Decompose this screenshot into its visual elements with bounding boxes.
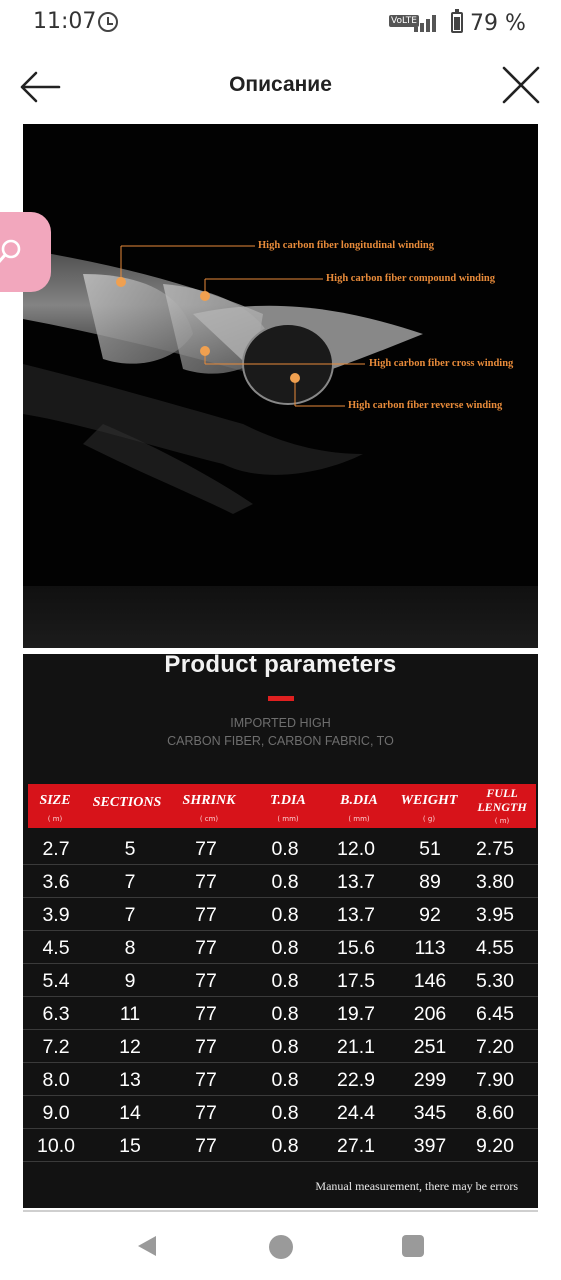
nav-back-icon[interactable] xyxy=(136,1234,158,1258)
table-cell: 4.55 xyxy=(476,937,514,959)
table-row xyxy=(23,898,538,931)
table-cell: 17.5 xyxy=(337,970,375,992)
col-header-weight: WEIGHT ( g) xyxy=(400,793,458,823)
table-cell: 0.8 xyxy=(271,1036,299,1058)
table-cell: 77 xyxy=(195,1102,217,1124)
table-cell: 27.1 xyxy=(337,1135,375,1157)
table-cell: 5 xyxy=(124,838,136,860)
table-cell: 12 xyxy=(119,1036,141,1058)
table-row xyxy=(23,832,538,865)
table-cell: 0.8 xyxy=(271,904,299,926)
table-cell: 11 xyxy=(119,1003,141,1025)
table-cell: 10.0 xyxy=(37,1135,75,1157)
fiber-label-compound: High carbon fiber compound winding xyxy=(326,273,496,284)
table-row xyxy=(23,1096,538,1129)
col-header-full-length: FULL LENGTH ( m) xyxy=(477,786,527,825)
page-title: Описание xyxy=(229,73,332,96)
table-cell: 2.7 xyxy=(42,838,70,860)
fiber-label-cross: High carbon fiber cross winding xyxy=(369,358,514,369)
table-row xyxy=(23,931,538,964)
col-header-shrink: SHRINK ( cm) xyxy=(182,793,236,823)
params-title: Product parameters xyxy=(164,651,397,678)
table-cell: 345 xyxy=(413,1102,447,1124)
table-cell: 77 xyxy=(195,904,217,926)
nav-recent-icon[interactable] xyxy=(402,1235,424,1257)
table-cell: 0.8 xyxy=(271,1003,299,1025)
table-cell: 89 xyxy=(419,871,441,893)
table-cell: 77 xyxy=(195,871,217,893)
table-cell: 0.8 xyxy=(271,871,299,893)
col-header-size: SIZE ( m) xyxy=(39,793,71,823)
table-cell: 77 xyxy=(195,970,217,992)
table-cell: 3.95 xyxy=(476,904,514,926)
table-cell: 77 xyxy=(195,1036,217,1058)
table-cell: 7 xyxy=(124,871,136,893)
table-cell: 3.80 xyxy=(476,871,514,893)
battery-percent: 79 % xyxy=(470,11,526,36)
table-cell: 146 xyxy=(413,970,447,992)
table-row xyxy=(23,1030,538,1063)
fiber-label-longitudinal: High carbon fiber longitudinal winding xyxy=(258,240,435,251)
signal-icon xyxy=(414,14,440,32)
carbon-fiber-illustration xyxy=(23,124,538,648)
table-cell: 6.45 xyxy=(476,1003,514,1025)
table-cell: 0.8 xyxy=(271,838,299,860)
table-cell: 0.8 xyxy=(271,937,299,959)
table-cell: 77 xyxy=(195,1135,217,1157)
table-cell: 13.7 xyxy=(337,904,375,926)
product-description-image xyxy=(23,124,538,1208)
table-cell: 77 xyxy=(195,838,217,860)
alarm-icon xyxy=(98,12,118,32)
table-cell: 92 xyxy=(419,904,441,926)
table-cell: 9 xyxy=(124,970,136,992)
table-cell: 15 xyxy=(119,1135,141,1157)
system-nav-bar xyxy=(0,1212,561,1280)
table-cell: 9.0 xyxy=(42,1102,70,1124)
col-header-tdia: T.DIA ( mm) xyxy=(270,793,306,823)
status-bar xyxy=(0,0,561,48)
table-cell: 24.4 xyxy=(337,1102,375,1124)
red-divider xyxy=(268,696,294,701)
image-band xyxy=(23,586,538,648)
table-cell: 0.8 xyxy=(271,970,299,992)
table-cell: 5.30 xyxy=(476,970,514,992)
table-cell: 22.9 xyxy=(337,1069,375,1091)
table-cell: 2.75 xyxy=(476,838,514,860)
table-cell: 0.8 xyxy=(271,1102,299,1124)
nav-home-icon[interactable] xyxy=(269,1235,293,1259)
table-cell: 113 xyxy=(414,937,446,959)
table-cell: 299 xyxy=(413,1069,447,1091)
table-cell: 0.8 xyxy=(271,1135,299,1157)
close-icon xyxy=(500,64,542,106)
table-cell: 19.7 xyxy=(337,1003,375,1025)
table-cell: 8 xyxy=(124,937,136,959)
table-cell: 6.3 xyxy=(42,1003,70,1025)
table-cell: 5.4 xyxy=(42,970,70,992)
table-row xyxy=(23,964,538,997)
params-subtitle-2: CARBON FIBER, CARBON FABRIC, TO xyxy=(167,734,394,748)
table-cell: 3.9 xyxy=(42,904,70,926)
table-cell: 3.6 xyxy=(42,871,70,893)
battery-icon xyxy=(451,12,463,33)
table-cell: 8.0 xyxy=(42,1069,70,1091)
table-cell: 51 xyxy=(419,838,441,860)
table-cell: 9.20 xyxy=(476,1135,514,1157)
table-cell: 7.90 xyxy=(476,1069,514,1091)
close-button[interactable] xyxy=(500,64,542,106)
table-row xyxy=(23,1129,538,1162)
table-cell: 8.60 xyxy=(476,1102,514,1124)
rod-blank-drawing xyxy=(23,124,538,648)
floating-search-button[interactable] xyxy=(0,212,51,292)
table-cell: 77 xyxy=(195,1003,217,1025)
table-cell: 251 xyxy=(413,1036,447,1058)
params-subtitle-1: IMPORTED HIGH xyxy=(230,716,331,730)
top-app-bar xyxy=(0,50,561,120)
table-cell: 13 xyxy=(119,1069,141,1091)
fiber-label-reverse: High carbon fiber reverse winding xyxy=(348,400,503,411)
volte-badge: VoLTE xyxy=(391,16,417,26)
table-cell: 13.7 xyxy=(337,871,375,893)
table-cell: 0.8 xyxy=(271,1069,299,1091)
col-header-bdia: B.DIA ( mm) xyxy=(340,793,378,823)
table-row xyxy=(23,865,538,898)
table-cell: 77 xyxy=(195,1069,217,1091)
table-note: Manual measurement, there may be errors xyxy=(315,1179,518,1193)
table-cell: 7 xyxy=(124,904,136,926)
table-cell: 77 xyxy=(195,937,217,959)
table-cell: 7.20 xyxy=(476,1036,514,1058)
table-header xyxy=(28,784,536,828)
search-icon xyxy=(0,238,22,266)
product-parameters-section xyxy=(23,651,538,1208)
table-row xyxy=(23,997,538,1030)
status-time: 11:07 xyxy=(33,9,97,34)
table-cell: 14 xyxy=(119,1102,141,1124)
table-cell: 7.2 xyxy=(42,1036,70,1058)
table-row xyxy=(23,1063,538,1096)
table-cell: 397 xyxy=(413,1135,447,1157)
table-cell: 21.1 xyxy=(337,1036,375,1058)
table-cell: 12.0 xyxy=(337,838,375,860)
table-cell: 15.6 xyxy=(337,937,375,959)
table-cell: 4.5 xyxy=(42,937,70,959)
col-header-sections: SECTIONS xyxy=(92,795,162,810)
table-cell: 206 xyxy=(413,1003,447,1025)
